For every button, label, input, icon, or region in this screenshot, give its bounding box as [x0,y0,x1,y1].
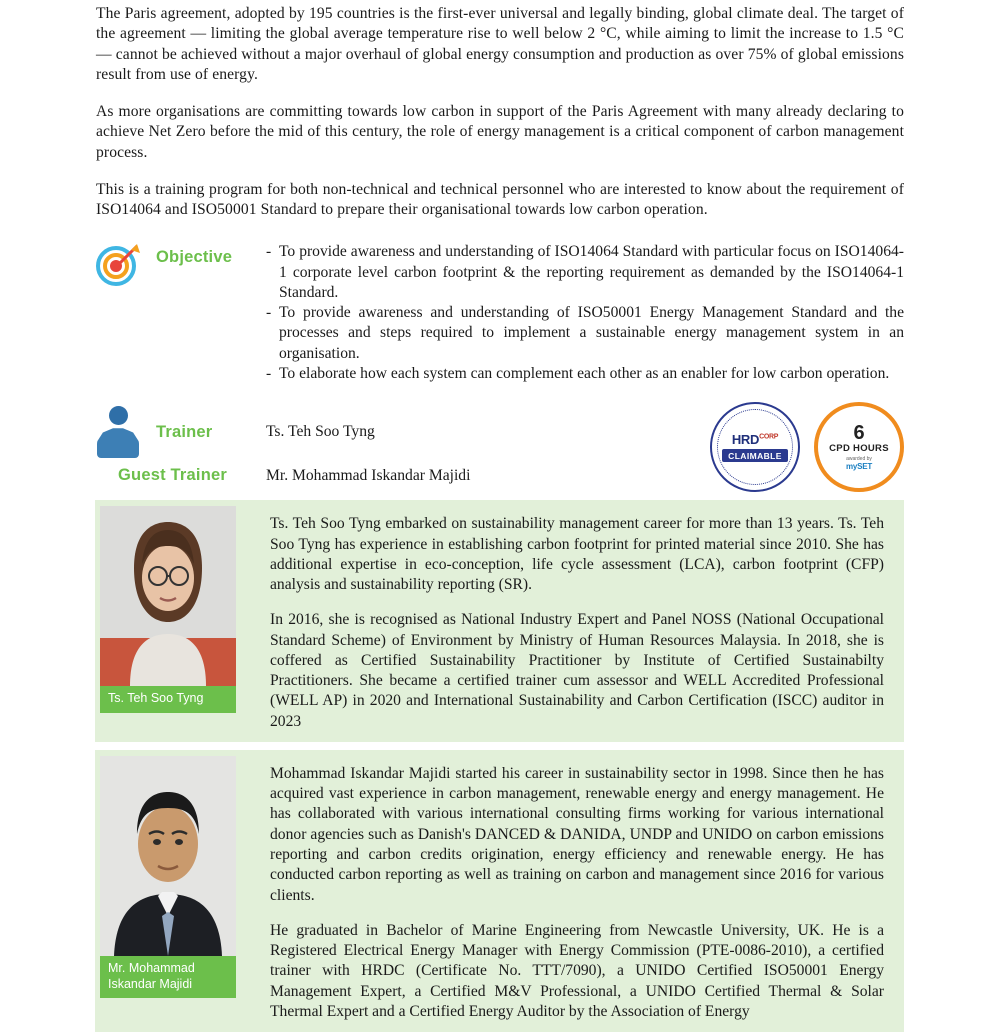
cpd-hours-number: 6 [853,422,865,445]
bio-paragraph: Mohammad Iskandar Majidi started his career in sustainability sector in 1998. Since then he has acquired vast experience in carbon management, renewable energy and energy management. He has collaborated with various international consulting firms working for various international donor agencies such as Danish's DANCED & DANIDA, UNDP and UNIDO on carbon emissions reporting and carbon credits origination, energy efficiency and renewable energy. He has conducted carbon reporting as well as training on carbon and management since 2016 for various clients. [270,764,884,904]
objective-item [266,242,904,303]
portrait-photo [100,506,236,686]
bio-paragraph: Ts. Teh Soo Tyng embarked on sustainability management career for more than 13 years. Ts. Teh Soo Tyng has experience in establishing carbon footprint for printed material since 2010. She has additional expertise in eco-conception, life cycle assessment (LCA), carbon footprint (CFP) analysis and sustainability reporting (SR). [270,515,884,594]
person-icon [96,406,140,458]
objective-dash: - [266,364,272,382]
portrait-mohammad-iskandar-majidi-graphic [100,756,236,956]
cpd-hours-badge [814,402,904,492]
intro-paragraph: This is a training program for both non-technical and technical personnel who are interested to know about the requirement of ISO14064 and ISO50001 Standard to prepare their organisational towards low carbon operation. [96,180,904,219]
objective-icon-column [96,242,156,384]
portrait-photo [100,756,236,956]
trainer-label: Trainer [156,422,213,441]
bio-name-tag: Mr. Mohammad Iskandar Majidi [100,956,236,998]
objective-item-text: To provide awareness and understanding of ISO14064 Standard with particular focus on ISO14064-1 corporate level carbon footprint & the reporting requirement as demanded by the ISO14064-1 Standard. [279,243,904,301]
intro-section [96,0,904,220]
objective-list [266,242,904,384]
trainer-name: Ts. Teh Soo Tyng [266,423,375,441]
bio-name-tag: Ts. Teh Soo Tyng [100,686,236,713]
guest-trainer-label-column [118,466,266,485]
intro-paragraph: The Paris agreement, adopted by 195 countries is the first-ever universal and legally binding, global climate deal. The target of the agreement — limiting the global average temperature rise to well below 2 °C, while aiming to limit the increase to 1.5 °C — cannot be achieved without a major overhaul of global energy consumption and production as over 75% of global emissions result from use of energy. [96,5,904,83]
bio-text-column [252,500,904,742]
hrd-badge-corp: CORP [759,433,779,441]
objective-section [96,242,904,384]
bio-photo-column [95,750,252,1032]
objective-item [266,303,904,364]
hrd-badge-claimable: CLAIMABLE [722,449,788,462]
guest-trainer-label: Guest Trainer [118,466,227,485]
objective-label: Objective [156,248,233,267]
portrait-teh-soo-tyng-graphic [100,506,236,686]
bio-paragraph: He graduated in Bachelor of Marine Engineering from Newcastle University, UK. He is a Registered Electrical Energy Manager with Energy Commission (PTE-0086-2010), a certified trainer with HRDC (Certificate No. TTT/7090), a UNIDO Certified ISO50001 Energy Management Expert, a Certified M&V Professional, a UNIDO Certified Thermal & Solar Thermal Expert and a Certified Energy Auditor by the Association of Energy [270,921,884,1020]
objective-item-text: To provide awareness and understanding of ISO50001 Energy Management Standard and the processes and steps required to implement a sustainable energy management system in an organisation. [279,304,904,362]
guest-trainer-name: Mr. Mohammad Iskandar Majidi [266,466,471,484]
objective-label-column [156,242,266,384]
objective-item [266,364,904,384]
trainer-icon-column [96,406,156,458]
arrow-icon [113,242,141,270]
badges-group [710,402,904,492]
trainer-label-column [156,423,266,442]
cpd-awarded-by-label: awarded by [846,456,872,463]
cpd-hours-label: CPD HOURS [829,443,889,455]
objective-dash: - [266,304,272,322]
objective-dash: - [266,243,272,261]
trainer-bio-panel [95,500,904,742]
bio-text-column [252,750,904,1032]
bio-paragraph: In 2016, she is recognised as National Industry Expert and Panel NOSS (National Occupational Standard Scheme) of Environment by Ministry of Human Resources Malaysia. In 2018, she is coffered as Certified Sustainability Practitioner by Institute of Certified Sustainabilty Practitioners. She became a certified trainer cum assessor and WELL Accredited Professional (WELL AP) in 2020 and International Sustainability and Carbon Certification (ISCC) auditor in 2023 [270,611,884,730]
hrd-corp-claimable-badge [710,402,800,492]
trainer-section [96,406,904,486]
target-icon [96,246,136,286]
trainer-bio-panel [95,750,904,1032]
bio-photo-column [95,500,252,742]
intro-paragraph: As more organisations are committing towards low carbon in support of the Paris Agreement with many already declaring to achieve Net Zero before the mid of this century, the role of energy management is a critical component of carbon management process. [96,103,904,161]
cpd-awarding-org: mySET [845,462,873,472]
hrd-badge-title: $HRD^{CORP}$ [731,432,779,448]
objective-item-text: To elaborate how each system can complement each other as an enabler for low carbon operation. [279,364,890,382]
